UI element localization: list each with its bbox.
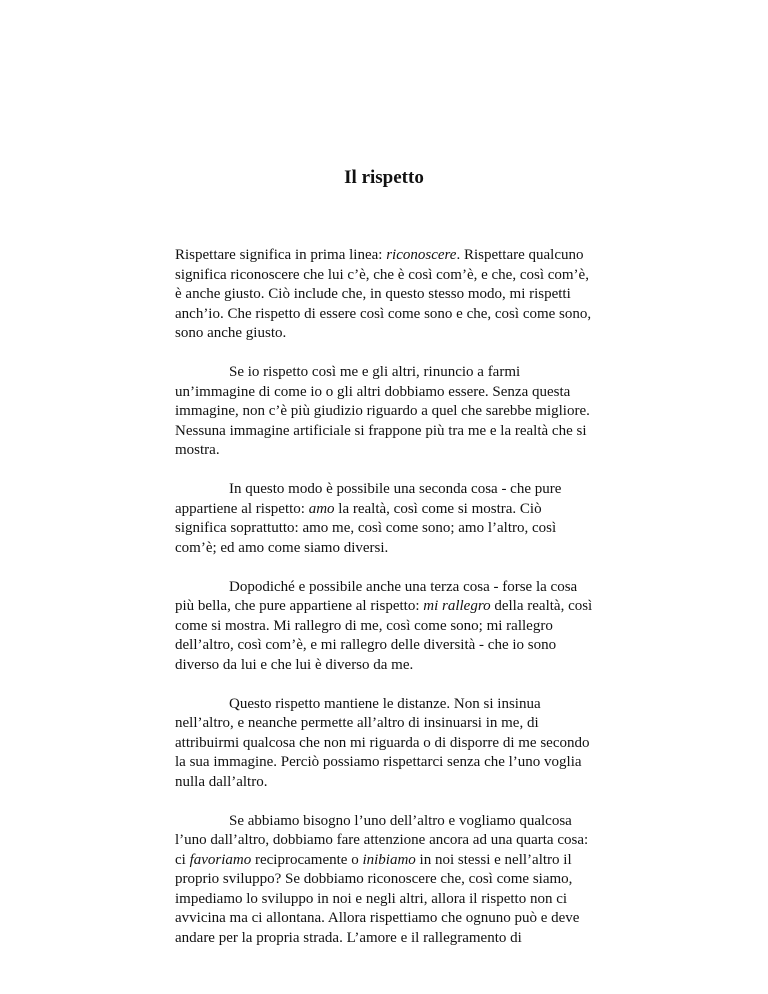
text-run: Se io rispetto così me e gli altri, rinuncio a farmi un’immagine di come io o gli altri dobbiamo essere. Senza questa immagine, non c’è più giudizio riguardo a quel che sarebbe migliore. Nessuna immagine artificiale si frappone più tra me e la realtà che si mostra. (175, 364, 590, 458)
emphasis-favoriamo: favoriamo (189, 851, 252, 868)
paragraph-1 (175, 246, 595, 344)
text-run: . Rispettare qualcuno significa riconoscere che lui c’è, che è così com’è, e che, così com’è, è anche giusto. Ciò include che, in questo stesso modo, mi rispetti anch’io. Che rispetto di essere così come sono e che, così come sono, sono anche giusto. (175, 247, 592, 341)
paragraph-4 (175, 578, 595, 676)
emphasis-riconoscere: riconoscere (386, 247, 457, 263)
paragraph-6 (175, 812, 595, 949)
paragraph-2 (175, 363, 595, 461)
text-run: della realtà, così come si mostra. Mi rallegro di me, così come sono; mi rallegro dell’altro, così com’è, e mi rallegro delle diversità - che io sono diverso da lui e che lui è diverso da me. (175, 598, 593, 673)
text-run: Dopodiché e possibile anche una terza cosa - forse la cosa più bella, che pure appartiene al rispetto: (175, 578, 578, 614)
document-body (175, 246, 595, 968)
paragraph-3 (175, 480, 595, 558)
text-run: in noi stessi e nell’altro il proprio sviluppo? Se dobbiamo riconoscere che, così come siamo, impediamo lo sviluppo in noi e negli altri, allora il rispetto non ci avvicina ma ci allontana. Allora rispettiamo che ognuno può e deve andare per la propria strada. L’amore e il rallegramento di (175, 851, 580, 946)
emphasis-mi-rallegro: mi rallegro (423, 598, 491, 614)
text-run: Se abbiamo bisogno l’uno dell’altro e vogliamo qualcosa l’uno dall’altro, dobbiamo fare attenzione ancora ad una quarta cosa: ci (175, 812, 589, 868)
emphasis-inibiamo: inibiamo (362, 851, 416, 868)
text-run: la realtà, così come si mostra. Ciò significa soprattutto: amo me, così come sono; amo l’altro, così com’è; ed amo come siamo diversi. (175, 500, 557, 556)
text-run: In questo modo è possibile una seconda cosa - che pure appartiene al rispetto: (175, 481, 562, 517)
page-title: Il rispetto (344, 167, 424, 188)
emphasis-amo: amo (308, 500, 335, 517)
paragraph-5 (175, 695, 595, 793)
text-run: Questo rispetto mantiene le distanze. Non si insinua nell’altro, e neanche permette all’altro di insinuarsi in me, di attribuirmi qualcosa che non mi riguarda o di disporre di me secondo la sua immagine. Perciò possiamo rispettarci senza che l’uno voglia nulla dall’altro. (175, 695, 590, 790)
text-run: Rispettare significa in prima linea: (175, 247, 387, 263)
text-run: reciprocamente o (251, 851, 363, 868)
